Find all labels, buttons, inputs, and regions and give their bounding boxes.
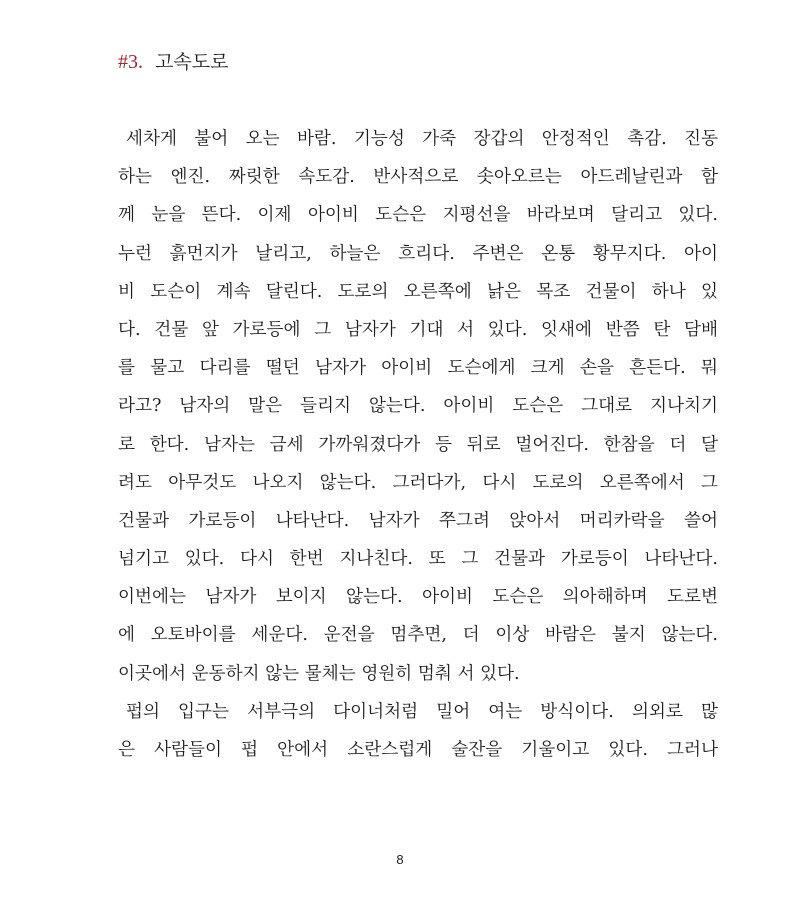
text-line: 이곳에서 운동하지 않는 물체는 영원히 멈춰 서 있다. bbox=[118, 663, 520, 684]
text-line: 로 한다. 남자는 금세 가까워졌다가 등 뒤로 멀어진다. 한참을 더 달 bbox=[118, 434, 718, 455]
text-line: 펍의 입구는 서부극의 다이너처럼 밀어 여는 방식이다. 의외로 많 bbox=[126, 701, 718, 722]
text-line: 이번에는 남자가 보이지 않는다. 아이비 도슨은 의아해하며 도로변 bbox=[118, 587, 718, 608]
text-line: 세차게 불어 오는 바람. 기능성 가죽 장갑의 안정적인 촉감. 진동 bbox=[126, 129, 718, 149]
text-line: 께 눈을 뜬다. 이제 아이비 도슨은 지평선을 바라보며 달리고 있다. bbox=[118, 205, 718, 226]
text-line: 를 물고 다리를 떨던 남자가 아이비 도슨에게 크게 손을 흔든다. 뭐 bbox=[118, 358, 718, 379]
chapter-number: #3. bbox=[118, 51, 143, 73]
page-number: 8 bbox=[396, 852, 404, 867]
text-line: 다. 건물 앞 가로등에 그 남자가 기대 서 있다. 잇새에 반쯤 탄 담배 bbox=[118, 319, 718, 340]
text-line: 에 오토바이를 세운다. 운전을 멈추면, 더 이상 바람은 불지 않는다. bbox=[118, 625, 718, 646]
text-line: 려도 아무것도 나오지 않는다. 그러다가, 다시 도로의 오른쪽에서 그 bbox=[118, 472, 718, 493]
chapter-heading bbox=[118, 48, 228, 76]
text-line: 은 사람들이 펍 안에서 소란스럽게 술잔을 기울이고 있다. 그러나 bbox=[118, 740, 718, 760]
text-line: 비 도슨이 계속 달린다. 도로의 오른쪽에 낡은 목조 건물이 하나 있 bbox=[118, 281, 718, 302]
chapter-title: 고속도로 bbox=[155, 51, 229, 73]
body-text bbox=[118, 120, 718, 769]
text-line: 건물과 가로등이 나타난다. 남자가 쭈그려 앉아서 머리카락을 쓸어 bbox=[118, 510, 718, 531]
text-line: 라고? 남자의 말은 들리지 않는다. 아이비 도슨은 그대로 지나치기 bbox=[118, 396, 718, 417]
text-line: 누런 흙먼지가 날리고, 하늘은 흐리다. 주변은 온통 황무지다. 아이 bbox=[118, 243, 718, 264]
text-line: 넘기고 있다. 다시 한번 지나친다. 또 그 건물과 가로등이 나타난다. bbox=[118, 549, 718, 570]
text-line: 하는 엔진. 짜릿한 속도감. 반사적으로 솟아오르는 아드레날린과 함 bbox=[118, 167, 718, 188]
